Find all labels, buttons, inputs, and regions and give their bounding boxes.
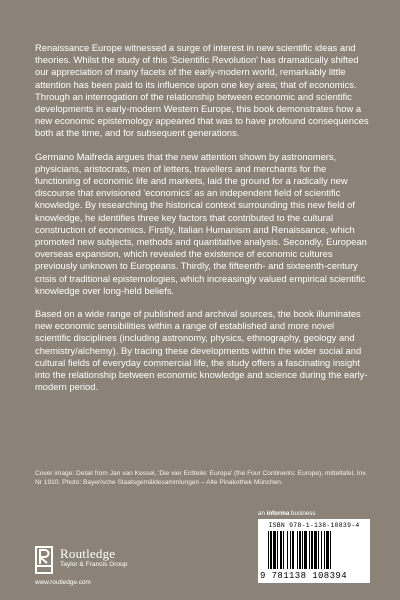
informa-name: informa [266, 510, 290, 517]
barcode-bars-icon [268, 531, 362, 569]
publisher-website: www.routledge.com [35, 579, 91, 586]
publisher-group: Taylor & Francis Group [60, 561, 128, 568]
informa-business-tag [258, 510, 315, 517]
blurb-paragraph-3: Based on a wide range of published and archival sources, the book illuminates new economic sensibilities within a range of established and more novel scientific disciplines (including astronomy, physics, ethnography, geology and chemistry/alchemy). By tracing these developments within the wider social and cultural fields of everyday commercial life, the study offers a fascinating insight into the relationship between economic knowledge and science during the early-modern period. [35, 308, 368, 393]
publisher-name: Routledge [60, 546, 116, 561]
informa-suffix: business [289, 510, 316, 517]
routledge-r-logo-icon [35, 546, 53, 574]
back-cover-blurb [35, 42, 371, 404]
publisher-brand [60, 547, 127, 569]
isbn-label: ISBN 978-1-138-10839-4 [268, 522, 360, 529]
blurb-paragraph-2: Germano Maifreda argues that the new attention shown by astronomers, physicians, aristocrats, men of letters, travellers and merchants for the functioning of economic life and markets, laid the ground for a radically new discourse that envisioned 'economics' as an independent field of scientific knowledge. By researching the historical context surrounding this new field of knowledge, he identifies three key factors that contributed to the cultural construction of economics. Firstly, Italian Humanism and Renaissance, which promoted new subjects, methods and quantitative analysis. Secondly, European overseas expansion, which revealed the existence of economic cultures previously unknown to Europeans. Thirdly, the fifteenth- and sixteenth-century crisis of traditional epistemologies, which increasingly valued empirical scientific knowledge over long-held beliefs. [35, 150, 367, 296]
informa-prefix: an [258, 510, 267, 517]
cover-image-credit: Cover image: Detail from Jan van Kessel, 'Die vier Erdteile: Europa' (the Four Continents: Europe), mitteltafel, Inv. Nr 1910. Photo: Bayerische Staatsgemäldesammlungen – Alte Pinakothek München. [35, 470, 367, 486]
barcode-number: 9 781138 108394 [260, 571, 348, 581]
blurb-paragraph-1: Renaissance Europe witnessed a surge of interest in new scientific ideas and theories. Whilst the study of this 'Scientific Revolution' has dramatically shifted our appreciation of many facets of the early-modern world, remarkably little attention has been paid to its influence upon one key area; that of economics. Through an interrogation of the relationship between economic and scientific developments in early-modern Western Europe, this book demonstrates how a new economic epistemology appeared that was to have profound consequences both at the time, and for subsequent generations. [35, 42, 369, 139]
isbn-barcode [258, 519, 370, 583]
